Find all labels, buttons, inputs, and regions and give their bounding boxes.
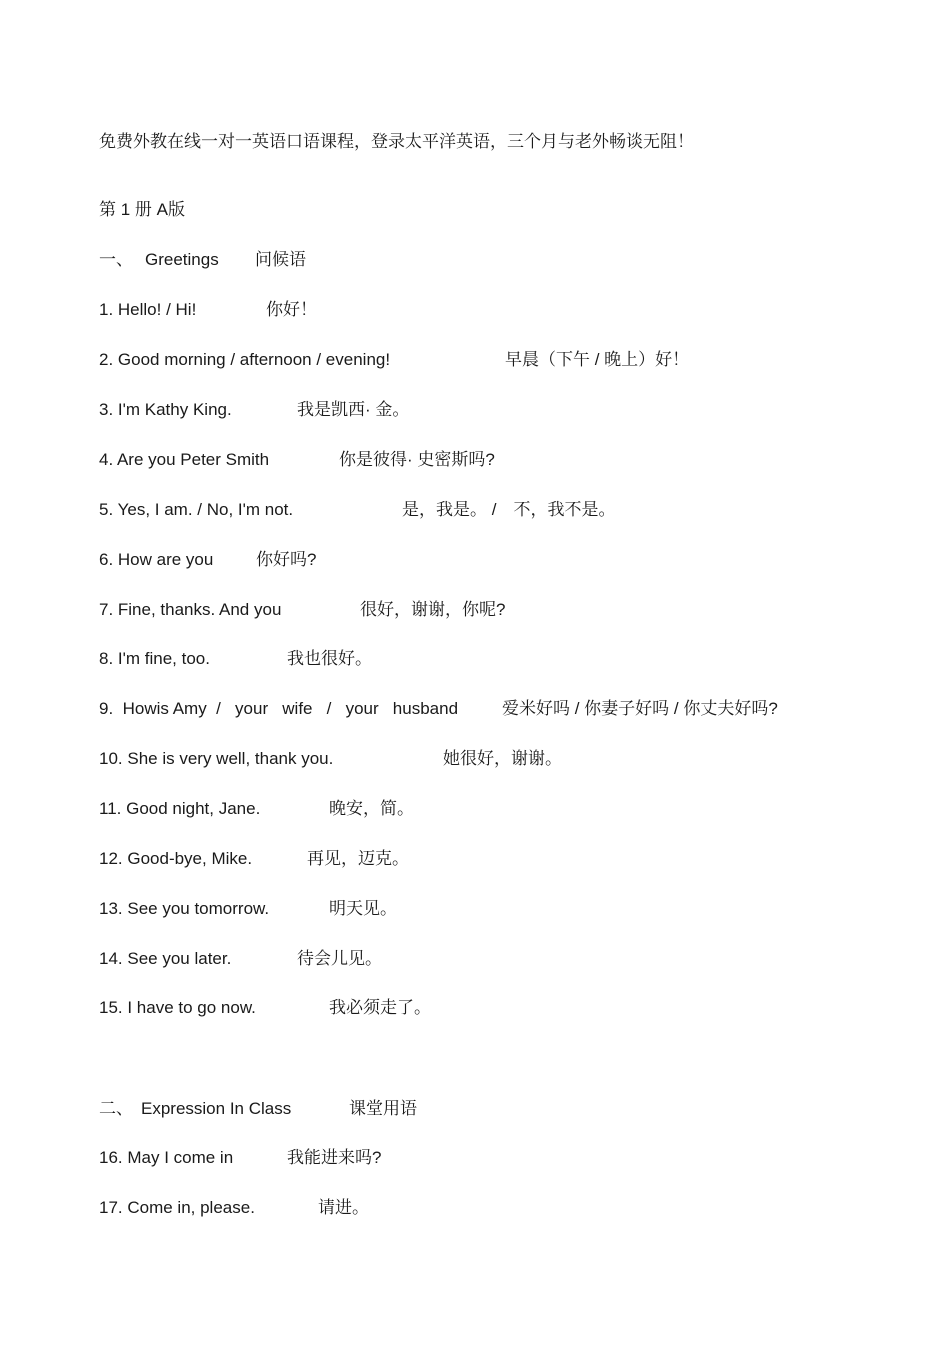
item-chinese: 待会儿见。 (297, 949, 382, 968)
item-chinese: 早晨（下午 / 晚上）好！ (505, 350, 690, 369)
item-english: 12. Good-bye, Mike. (99, 849, 253, 868)
section-title-zh: 课堂用语 (349, 1099, 417, 1118)
list-item (99, 499, 615, 521)
volume-title: 第 1 册 A版 (99, 200, 185, 219)
item-chinese: 她很好，谢谢。 (443, 749, 562, 768)
section-title-zh: 问候语 (255, 250, 306, 269)
item-english: 11. Good night, Jane. (99, 799, 261, 818)
list-item (99, 349, 689, 371)
item-english: 4. Are you Peter Smith (99, 450, 270, 469)
list-item (99, 1197, 369, 1219)
item-english: 5. Yes, I am. / No, I'm not. (99, 500, 294, 519)
list-item (99, 449, 495, 471)
section-number: 二、 (99, 1099, 133, 1118)
item-english: 9. Howis Amy / your wife / your husband (99, 699, 459, 718)
item-english: 15. I have to go now. (99, 998, 256, 1017)
list-item (99, 898, 397, 920)
section-title-en: Greetings (145, 250, 219, 269)
item-english: 14. See you later. (99, 949, 232, 968)
item-english: 7. Fine, thanks. And you (99, 600, 282, 619)
item-chinese: 明天见。 (329, 899, 397, 918)
item-english: 2. Good morning / afternoon / evening! (99, 350, 391, 369)
item-english: 10. She is very well, thank you. (99, 749, 334, 768)
item-chinese: 你好吗? (256, 550, 317, 569)
item-english: 1. Hello! / Hi! (99, 300, 197, 319)
list-item (99, 648, 372, 670)
item-chinese: 很好，谢谢，你呢? (360, 600, 506, 619)
item-english: 6. How are you (99, 550, 214, 569)
list-item (99, 948, 382, 970)
list-item (99, 299, 317, 321)
item-chinese: 是，我是。 / 不，我不是。 (402, 500, 616, 519)
item-chinese: 我也很好。 (287, 649, 372, 668)
list-item (99, 748, 562, 770)
section-heading-expression-in-class (99, 1098, 417, 1120)
item-chinese: 晚安，简。 (329, 799, 414, 818)
item-english: 8. I'm fine, too. (99, 649, 210, 668)
list-item (99, 698, 778, 720)
item-english: 17. Come in, please. (99, 1198, 255, 1217)
item-chinese: 我是凯西· 金。 (297, 400, 410, 419)
item-chinese: 请进。 (318, 1198, 369, 1217)
item-chinese: 爱米好吗 / 你妻子好吗 / 你丈夫好吗? (502, 699, 778, 718)
item-chinese: 你好！ (266, 300, 317, 319)
item-chinese: 我能进来吗? (287, 1148, 382, 1167)
section-number: 一、 (99, 250, 133, 269)
list-item (99, 549, 316, 571)
item-chinese: 你是彼得· 史密斯吗? (339, 450, 495, 469)
list-item (99, 798, 414, 820)
list-item (99, 848, 409, 870)
promo-text: 免费外教在线一对一英语口语课程，登录太平洋英语，三个月与老外畅谈无阻！ (99, 132, 694, 151)
list-item (99, 997, 431, 1019)
item-english: 13. See you tomorrow. (99, 899, 270, 918)
item-chinese: 再见，迈克。 (307, 849, 409, 868)
list-item (99, 599, 505, 621)
list-item (99, 1147, 381, 1169)
list-item (99, 399, 409, 421)
item-chinese: 我必须走了。 (329, 998, 431, 1017)
item-english: 16. May I come in (99, 1148, 234, 1167)
item-english: 3. I'm Kathy King. (99, 400, 232, 419)
section-heading-greetings (99, 249, 306, 271)
section-title-en: Expression In Class (141, 1099, 292, 1118)
